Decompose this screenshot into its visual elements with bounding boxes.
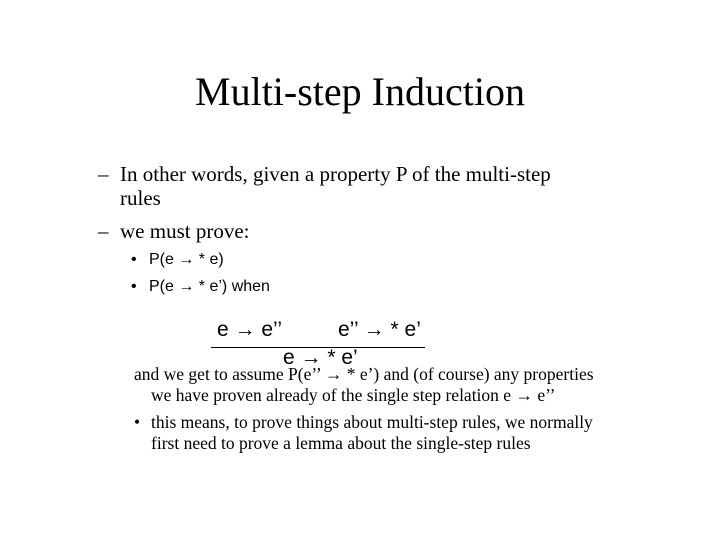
bullet-line: this means, to prove things about multi-step rules, we normally	[151, 412, 593, 432]
rule-premise-1: e → e’’	[217, 318, 282, 341]
dash-item-line: we must prove:	[120, 219, 250, 243]
bullet-marker: •	[134, 412, 141, 432]
sub-bullet-item	[131, 250, 224, 270]
bullet-marker: •	[131, 278, 137, 295]
sub-bullet-item	[131, 277, 270, 297]
sub-bullet-text: P(e → * e’) when	[149, 278, 270, 295]
rule-divider	[211, 347, 255, 348]
rule-premise-2: e’’ → * e’	[338, 318, 421, 341]
dash-marker: –	[98, 162, 109, 186]
dash-item-property	[98, 162, 658, 210]
lemma-bullet	[134, 412, 694, 454]
dash-item-line: rules	[120, 186, 161, 210]
bullet-marker: •	[131, 251, 137, 268]
dash-item-line: In other words, given a property P of the multi-step	[120, 162, 551, 186]
assumption-paragraph	[134, 364, 674, 406]
dash-marker: –	[98, 219, 109, 243]
dash-item-must-prove	[98, 219, 658, 243]
paragraph-line: and we get to assume P(e’’ → * e’) and (of course) any properties	[134, 364, 594, 384]
slide-title: Multi-step Induction	[195, 69, 525, 114]
rule-conclusion: e → * e’	[283, 346, 358, 369]
paragraph-line: we have proven already of the single step relation e → e’’	[151, 385, 556, 405]
sub-bullet-text: P(e → * e)	[149, 251, 224, 268]
bullet-line: first need to prove a lemma about the single-step rules	[151, 433, 531, 453]
